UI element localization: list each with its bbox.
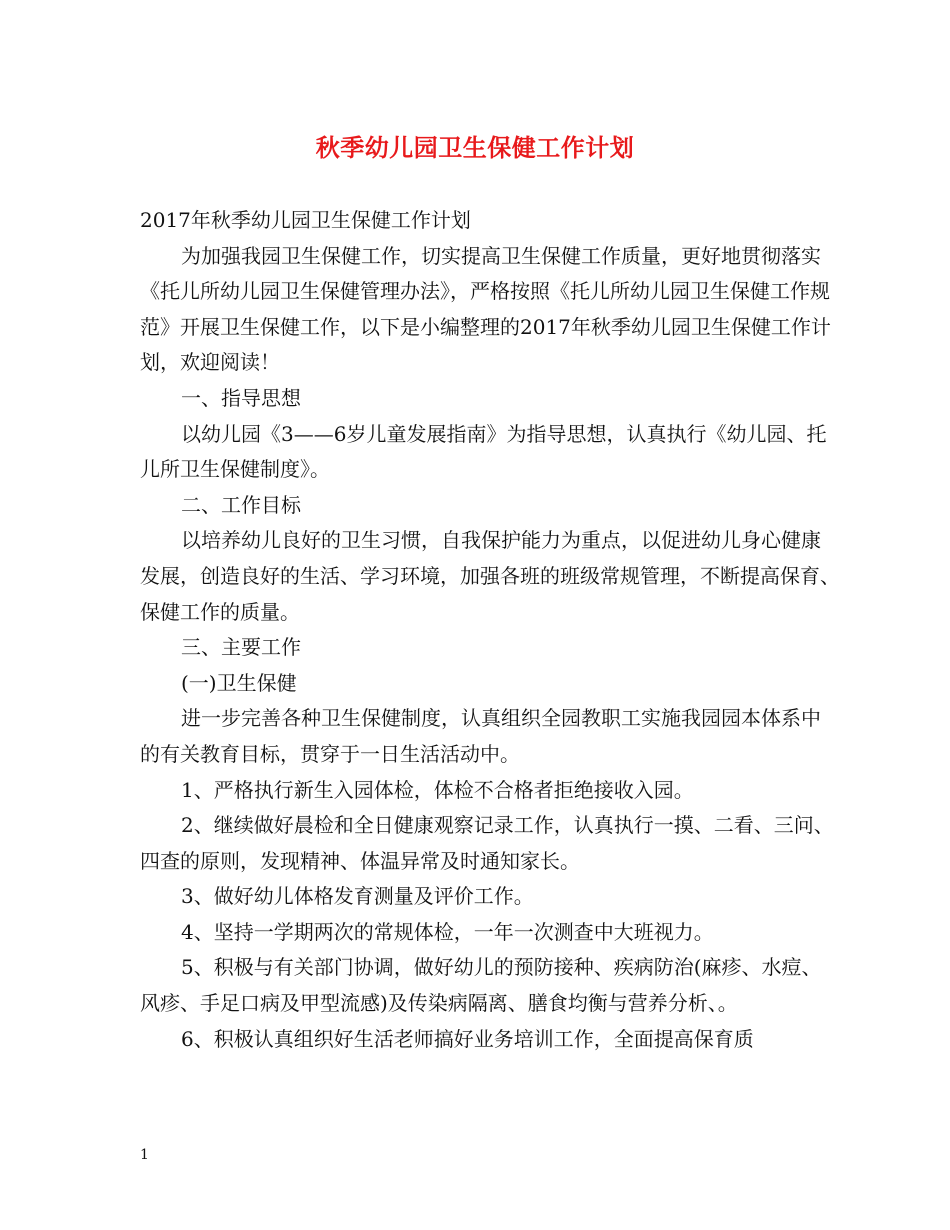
list-item: 3、做好幼儿体格发育测量及评价工作。 xyxy=(181,884,534,909)
list-item: 6、积极认真组织好生活老师搞好业务培训工作，全面提高保育质 xyxy=(181,1026,754,1051)
section-heading-work-goals: 二、工作目标 xyxy=(181,492,301,517)
page-number: 1 xyxy=(140,1147,149,1163)
document-title: 秋季幼儿园卫生保健工作计划 xyxy=(315,134,635,162)
work-goals-paragraph: 以培养幼儿良好的卫生习惯，自我保护能力为重点，以促进幼儿身心健康发展，创造良好的生活、学习环境，加强各班的班级常规管理，不断提高保育、保健工作的质量。 xyxy=(140,528,840,624)
list-item: 1、严格执行新生入园体检，体检不合格者拒绝接收入园。 xyxy=(181,777,694,802)
section-heading-guiding-ideology: 一、指导思想 xyxy=(181,385,301,410)
list-item: 5、积极与有关部门协调，做好幼儿的预防接种、疾病防治(麻疹、水痘、风疹、手足口病及甲型流感)及传染病隔离、膳食均衡与营养分析、。 xyxy=(140,955,822,1016)
subsection-heading-health-care: (一)卫生保健 xyxy=(181,670,297,695)
document-subtitle: 2017年秋季幼儿园卫生保健工作计划 xyxy=(140,208,471,232)
intro-paragraph: 为加强我园卫生保健工作，切实提高卫生保健工作质量，更好地贯彻落实《托儿所幼儿园卫生保健管理办法》，严格按照《托儿所幼儿园卫生保健工作规范》开展卫生保健工作，以下是小编整理的2017年秋季幼儿园卫生保健工作计划，欢迎阅读！ xyxy=(140,243,831,375)
section-heading-main-work: 三、主要工作 xyxy=(181,635,301,660)
list-item: 4、坚持一学期两次的常规体检，一年一次测查中大班视力。 xyxy=(181,919,714,944)
document-body xyxy=(140,203,840,1057)
list-item: 2、继续做好晨检和全日健康观察记录工作，认真执行一摸、二看、三问、四查的原则，发现精神、体温异常及时通知家长。 xyxy=(140,813,834,873)
health-care-paragraph: 进一步完善各种卫生保健制度，认真组织全园教职工实施我园园本体系中的有关教育目标，贯穿于一日生活活动中。 xyxy=(140,706,821,766)
guiding-ideology-paragraph: 以幼儿园《3——6岁儿童发展指南》为指导思想，认真执行《幼儿园、托儿所卫生保健制度》。 xyxy=(140,421,827,482)
